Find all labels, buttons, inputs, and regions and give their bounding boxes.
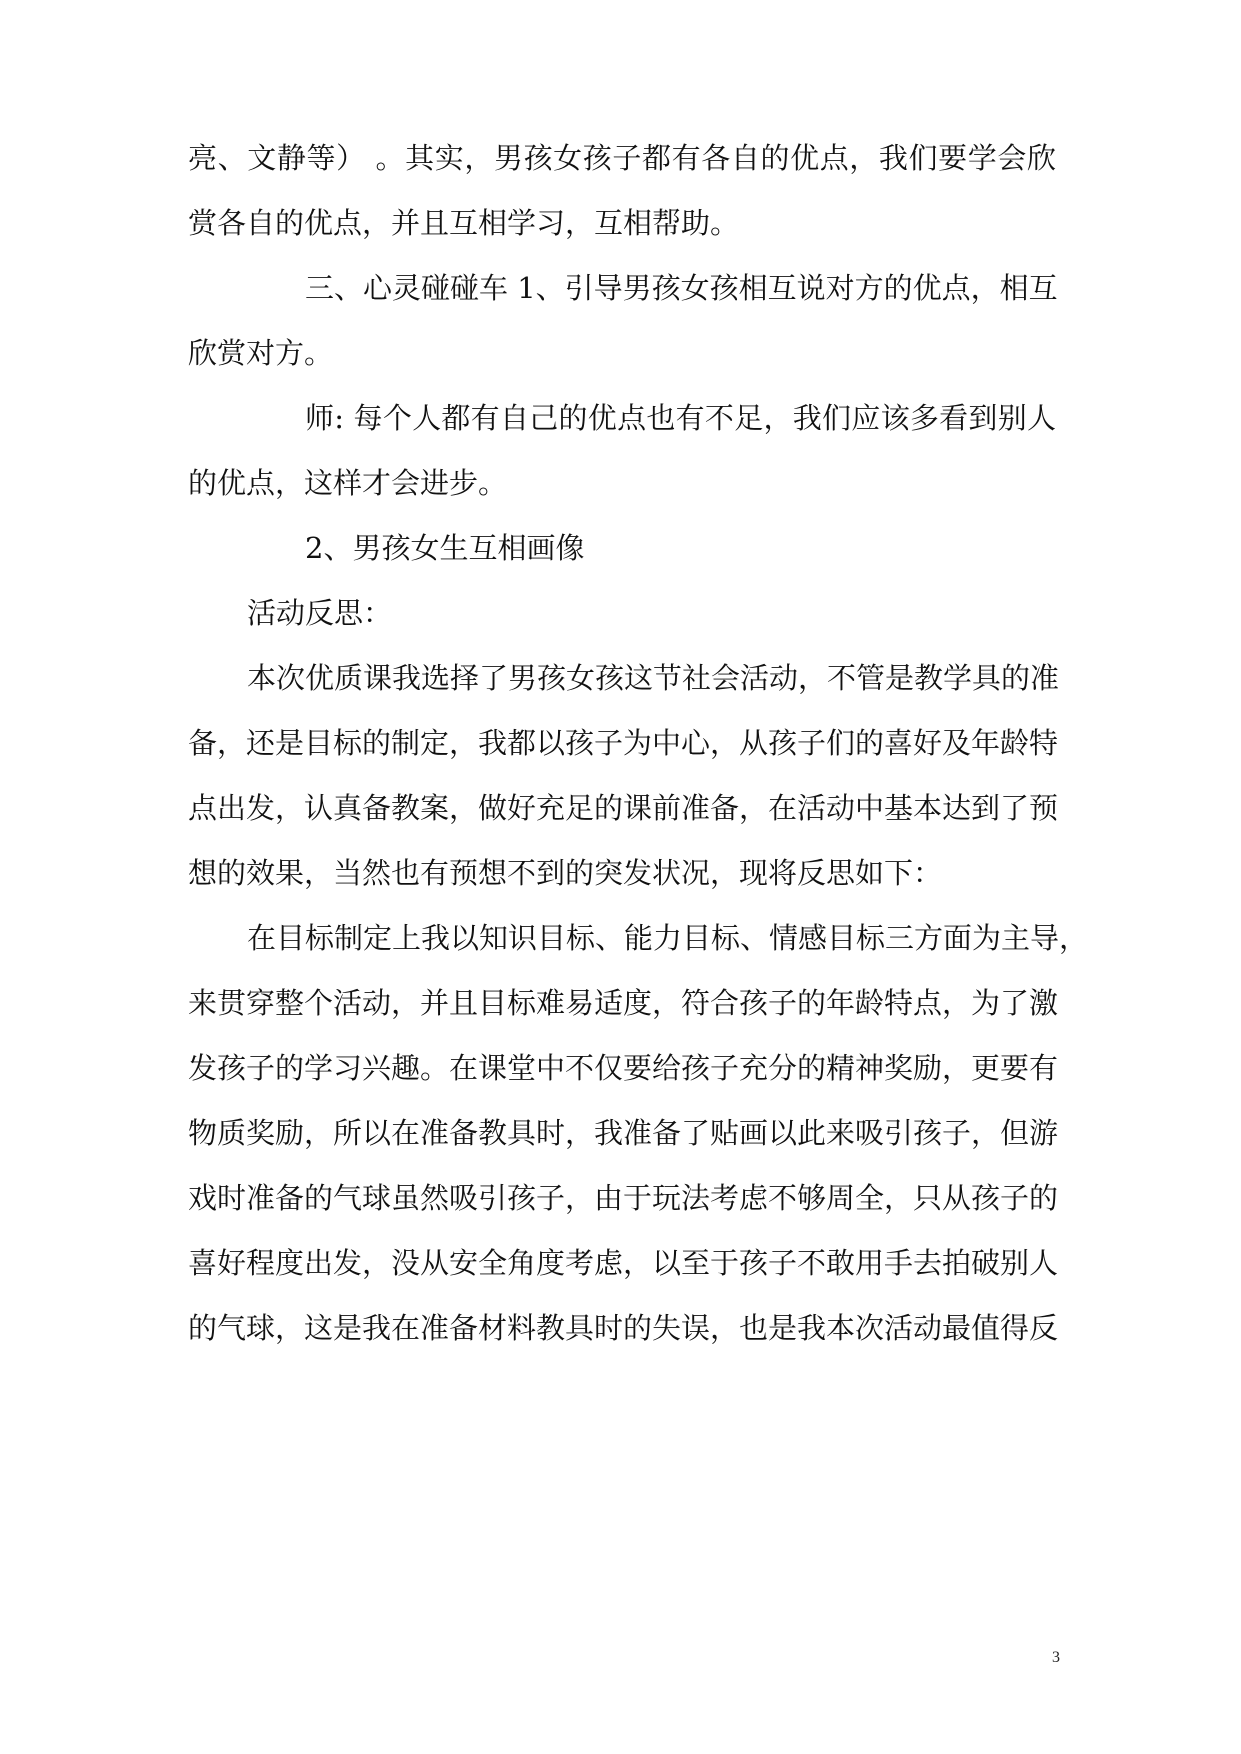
text-line: 的优点，这样才会进步。 bbox=[188, 466, 508, 500]
text-line: 想的效果，当然也有预想不到的突发状况，现将反思如下： bbox=[188, 856, 943, 890]
section-heading: 活动反思： bbox=[247, 596, 393, 630]
text-line: 2、男孩女生互相画像 bbox=[305, 531, 585, 565]
text-line: 点出发，认真备教案，做好充足的课前准备，在活动中基本达到了预 bbox=[188, 791, 1059, 825]
text-line: 备，还是目标的制定，我都以孩子为中心，从孩子们的喜好及年龄特 bbox=[188, 726, 1059, 760]
text-line: 物质奖励，所以在准备教具时，我准备了贴画以此来吸引孩子，但游 bbox=[188, 1116, 1059, 1150]
text-line: 欣赏对方。 bbox=[188, 336, 334, 370]
page-number: 3 bbox=[1052, 1649, 1060, 1666]
text-line: 亮、文静等） 。其实，男孩女孩子都有各自的优点，我们要学会欣 bbox=[188, 141, 1056, 175]
text-line: 发孩子的学习兴趣。在课堂中不仅要给孩子充分的精神奖励，更要有 bbox=[188, 1051, 1059, 1085]
text-line: 三、心灵碰碰车 1、引导男孩女孩相互说对方的优点，相互 bbox=[305, 271, 1058, 305]
text-line: 赏各自的优点，并且互相学习，互相帮助。 bbox=[188, 206, 740, 240]
text-line: 来贯穿整个活动，并且目标难易适度，符合孩子的年龄特点，为了激 bbox=[188, 986, 1059, 1020]
text-line: 师: 每个人都有自己的优点也有不足，我们应该多看到别人 bbox=[305, 401, 1056, 435]
text-line: 喜好程度出发，没从安全角度考虑，以至于孩子不敢用手去拍破别人 bbox=[188, 1246, 1059, 1280]
text-line: 在目标制定上我以知识目标、能力目标、情感目标三方面为主导， bbox=[247, 921, 1089, 955]
text-line: 戏时准备的气球虽然吸引孩子，由于玩法考虑不够周全，只从孩子的 bbox=[188, 1181, 1059, 1215]
text-line: 本次优质课我选择了男孩女孩这节社会活动，不管是教学具的准 bbox=[247, 661, 1060, 695]
text-line: 的气球，这是我在准备材料教具时的失误，也是我本次活动最值得反 bbox=[188, 1311, 1059, 1345]
